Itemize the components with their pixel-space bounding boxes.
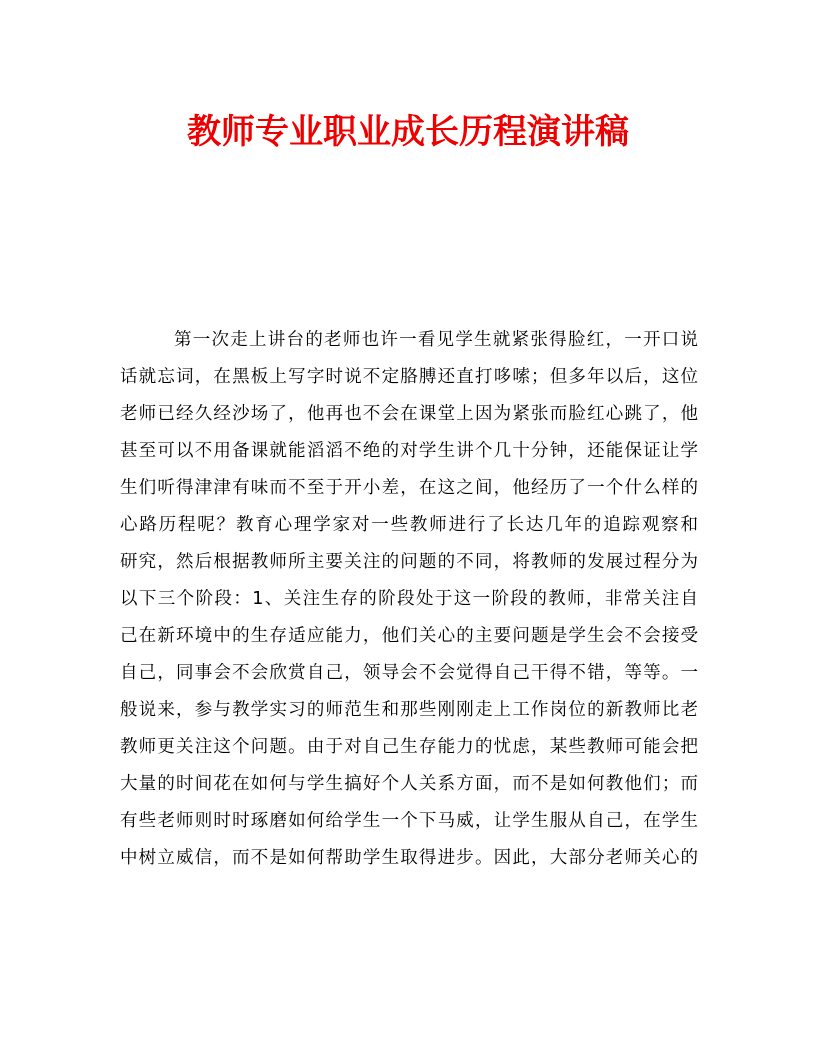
body-line-9: 己在新环境中的生存适应能力，他们关心的主要问题是学生会不会接受 xyxy=(120,626,698,646)
body-line-3: 老师已经久经沙场了，他再也不会在课堂上因为紧张而脸红心跳了，他 xyxy=(120,404,698,424)
body-line-8: 以下三个阶段：1、关注生存的阶段处于这一阶段的教师，非常关注自 xyxy=(120,589,698,609)
body-line-2: 话就忘词，在黑板上写字时说不定胳膊还直打哆嗦；但多年以后，这位 xyxy=(120,367,698,387)
body-line-15: 中树立威信，而不是如何帮助学生取得进步。因此，大部分老师关心的 xyxy=(120,848,698,868)
body-line-12: 教师更关注这个问题。由于对自己生存能力的忧虑，某些教师可能会把 xyxy=(120,737,698,757)
body-line-6: 心路历程呢？教育心理学家对一些教师进行了长达几年的追踪观察和 xyxy=(120,515,698,535)
body-line-14: 有些老师则时时琢磨如何给学生一个下马威，让学生服从自己，在学生 xyxy=(120,811,698,831)
document-body xyxy=(120,322,698,877)
body-line-11: 般说来，参与教学实习的师范生和那些刚刚走上工作岗位的新教师比老 xyxy=(120,700,698,720)
body-line-5: 生们听得津津有味而不至于开小差，在这之间，他经历了一个什么样的 xyxy=(120,478,698,498)
body-line-4: 甚至可以不用备课就能滔滔不绝的对学生讲个几十分钟，还能保证让学 xyxy=(120,441,698,461)
body-line-1: 第一次走上讲台的老师也许一看见学生就紧张得脸红，一开口说 xyxy=(174,330,698,350)
body-line-13: 大量的时间花在如何与学生搞好个人关系方面，而不是如何教他们；而 xyxy=(120,774,698,794)
document-title: 教师专业职业成长历程演讲稿 xyxy=(187,112,629,152)
body-line-7: 研究，然后根据教师所主要关注的问题的不同，将教师的发展过程分为 xyxy=(120,552,698,572)
body-line-10: 自己，同事会不会欣赏自己，领导会不会觉得自己干得不错，等等。一 xyxy=(120,663,698,683)
